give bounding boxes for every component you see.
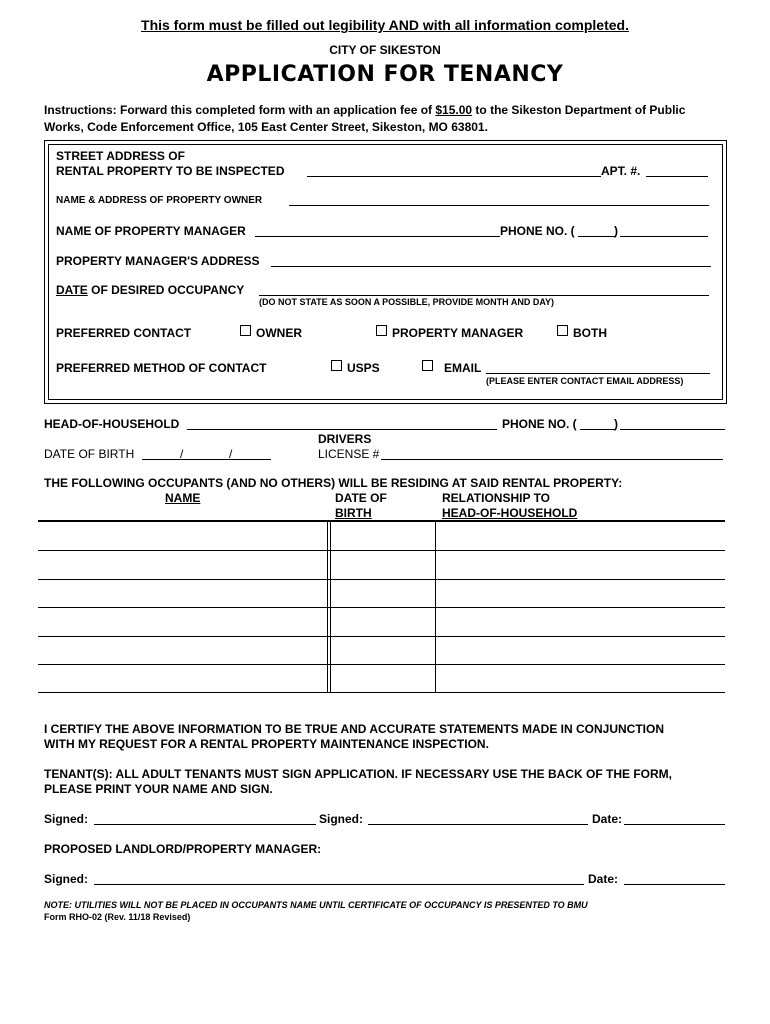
- occupancy-date-field[interactable]: [259, 295, 709, 296]
- head-of-household-field[interactable]: [187, 429, 497, 430]
- application-fee: $15.00: [435, 103, 473, 117]
- method-label: PREFERRED METHOD OF CONTACT: [56, 361, 267, 375]
- occupants-heading: THE FOLLOWING OCCUPANTS (AND NO OTHERS) WILL BE RESIDING AT SAID RENTAL PROPERTY:: [44, 476, 623, 490]
- occupants-table-bottom: [38, 692, 725, 693]
- head-label: HEAD-OF-HOUSEHOLD: [44, 417, 180, 431]
- dob-label: DATE OF BIRTH: [44, 447, 135, 461]
- col-rel-header-2: HEAD-OF-HOUSEHOLD: [442, 506, 578, 520]
- street-address-field[interactable]: [307, 176, 601, 177]
- manager-phone-close: ): [614, 224, 618, 238]
- manager-label: NAME OF PROPERTY MANAGER: [56, 224, 246, 238]
- col-name-header: NAME: [165, 491, 201, 505]
- landlord-label: PROPOSED LANDLORD/PROPERTY MANAGER:: [44, 842, 322, 856]
- owner-field[interactable]: [289, 205, 709, 206]
- method-email-label: EMAIL: [444, 361, 482, 375]
- page-title: APPLICATION FOR TENANCY: [206, 62, 564, 87]
- occupants-row-divider: [38, 636, 725, 637]
- method-usps-label: USPS: [347, 361, 380, 375]
- landlord-signature-field[interactable]: [94, 884, 584, 885]
- tenant-line-2: PLEASE PRINT YOUR NAME AND SIGN.: [44, 782, 273, 796]
- manager-address-label: PROPERTY MANAGER'S ADDRESS: [56, 254, 260, 268]
- owner-label: NAME & ADDRESS OF PROPERTY OWNER: [56, 195, 263, 206]
- street-label-2: RENTAL PROPERTY TO BE INSPECTED: [56, 164, 285, 178]
- instructions-line-2: Works, Code Enforcement Office, 105 East Center Street, Sikeston, MO 63801.: [44, 120, 488, 134]
- landlord-signed-label: Signed:: [44, 872, 88, 886]
- contact-both-checkbox[interactable]: [557, 325, 568, 336]
- contact-both-label: BOTH: [573, 326, 607, 340]
- head-phone-close: ): [614, 417, 618, 431]
- tenant-date-label: Date:: [592, 812, 623, 826]
- dob-field[interactable]: [142, 459, 271, 460]
- city-name: CITY OF SIKESTON: [329, 43, 441, 57]
- license-label: LICENSE #: [318, 447, 380, 461]
- preferred-contact-label: PREFERRED CONTACT: [56, 326, 192, 340]
- col-dob-header-2: BIRTH: [335, 506, 372, 520]
- street-label-1: STREET ADDRESS OF: [56, 149, 185, 163]
- instructions-line-1: Instructions: Forward this completed form with an application fee of $15.00 to the Sikeston Department of Public: [44, 103, 686, 117]
- head-phone-label: PHONE NO. (: [502, 417, 577, 431]
- occupancy-label: DATE OF DESIRED OCCUPANCY: [56, 283, 245, 297]
- occupants-row-divider: [38, 579, 725, 580]
- form-notice: This form must be filled out legibility AND with all information completed.: [141, 17, 629, 33]
- occupants-col-divider: [435, 520, 436, 692]
- tenant-signature-field-1[interactable]: [94, 824, 316, 825]
- apt-label: APT. #.: [601, 164, 641, 178]
- contact-manager-checkbox[interactable]: [376, 325, 387, 336]
- apt-field[interactable]: [646, 176, 708, 177]
- email-note: (PLEASE ENTER CONTACT EMAIL ADDRESS): [486, 376, 684, 386]
- manager-name-field[interactable]: [255, 236, 500, 237]
- tenant-signature-field-2[interactable]: [368, 824, 588, 825]
- landlord-date-label: Date:: [588, 872, 619, 886]
- manager-address-field[interactable]: [271, 266, 711, 267]
- dob-sep-1: /: [180, 447, 184, 461]
- col-dob-header-1: DATE OF: [335, 491, 387, 505]
- manager-phone-area-field[interactable]: [578, 236, 616, 237]
- contact-manager-label: PROPERTY MANAGER: [392, 326, 524, 340]
- method-usps-checkbox[interactable]: [331, 360, 342, 371]
- contact-email-field[interactable]: [486, 373, 710, 374]
- method-email-checkbox[interactable]: [422, 360, 433, 371]
- contact-owner-label: OWNER: [256, 326, 302, 340]
- occupants-row-divider: [38, 607, 725, 608]
- occupants-col-divider: [330, 520, 331, 692]
- col-rel-header-1: RELATIONSHIP TO: [442, 491, 551, 505]
- dob-sep-2: /: [229, 447, 233, 461]
- manager-phone-label: PHONE NO. (: [500, 224, 575, 238]
- head-phone-field[interactable]: [620, 429, 725, 430]
- license-field[interactable]: [381, 459, 723, 460]
- occupancy-note: (DO NOT STATE AS SOON A POSSIBLE, PROVIDE MONTH AND DAY): [259, 297, 555, 307]
- head-phone-area-field[interactable]: [580, 429, 616, 430]
- occupants-row-divider: [38, 664, 725, 665]
- tenant-signed-label-1: Signed:: [44, 812, 88, 826]
- occupants-table-top: [38, 520, 725, 522]
- certify-line-2: WITH MY REQUEST FOR A RENTAL PROPERTY MAINTENANCE INSPECTION.: [44, 737, 489, 751]
- tenant-signed-label-2: Signed:: [319, 812, 363, 826]
- occupants-col-divider: [327, 520, 328, 692]
- drivers-label: DRIVERS: [318, 432, 372, 446]
- contact-owner-checkbox[interactable]: [240, 325, 251, 336]
- certify-line-1: I CERTIFY THE ABOVE INFORMATION TO BE TRUE AND ACCURATE STATEMENTS MADE IN CONJUNCTION: [44, 722, 665, 736]
- tenant-date-field[interactable]: [624, 824, 725, 825]
- landlord-date-field[interactable]: [624, 884, 725, 885]
- occupants-row-divider: [38, 550, 725, 551]
- manager-phone-field[interactable]: [620, 236, 708, 237]
- form-id: Form RHO-02 (Rev. 11/18 Revised): [44, 912, 191, 922]
- tenant-line-1: TENANT(S): ALL ADULT TENANTS MUST SIGN APPLICATION. IF NECESSARY USE THE BACK OF THE FORM,: [44, 767, 672, 781]
- utilities-note: NOTE: UTILITIES WILL NOT BE PLACED IN OCCUPANTS NAME UNTIL CERTIFICATE OF OCCUPANCY IS PRESENTED TO BMU: [44, 900, 588, 910]
